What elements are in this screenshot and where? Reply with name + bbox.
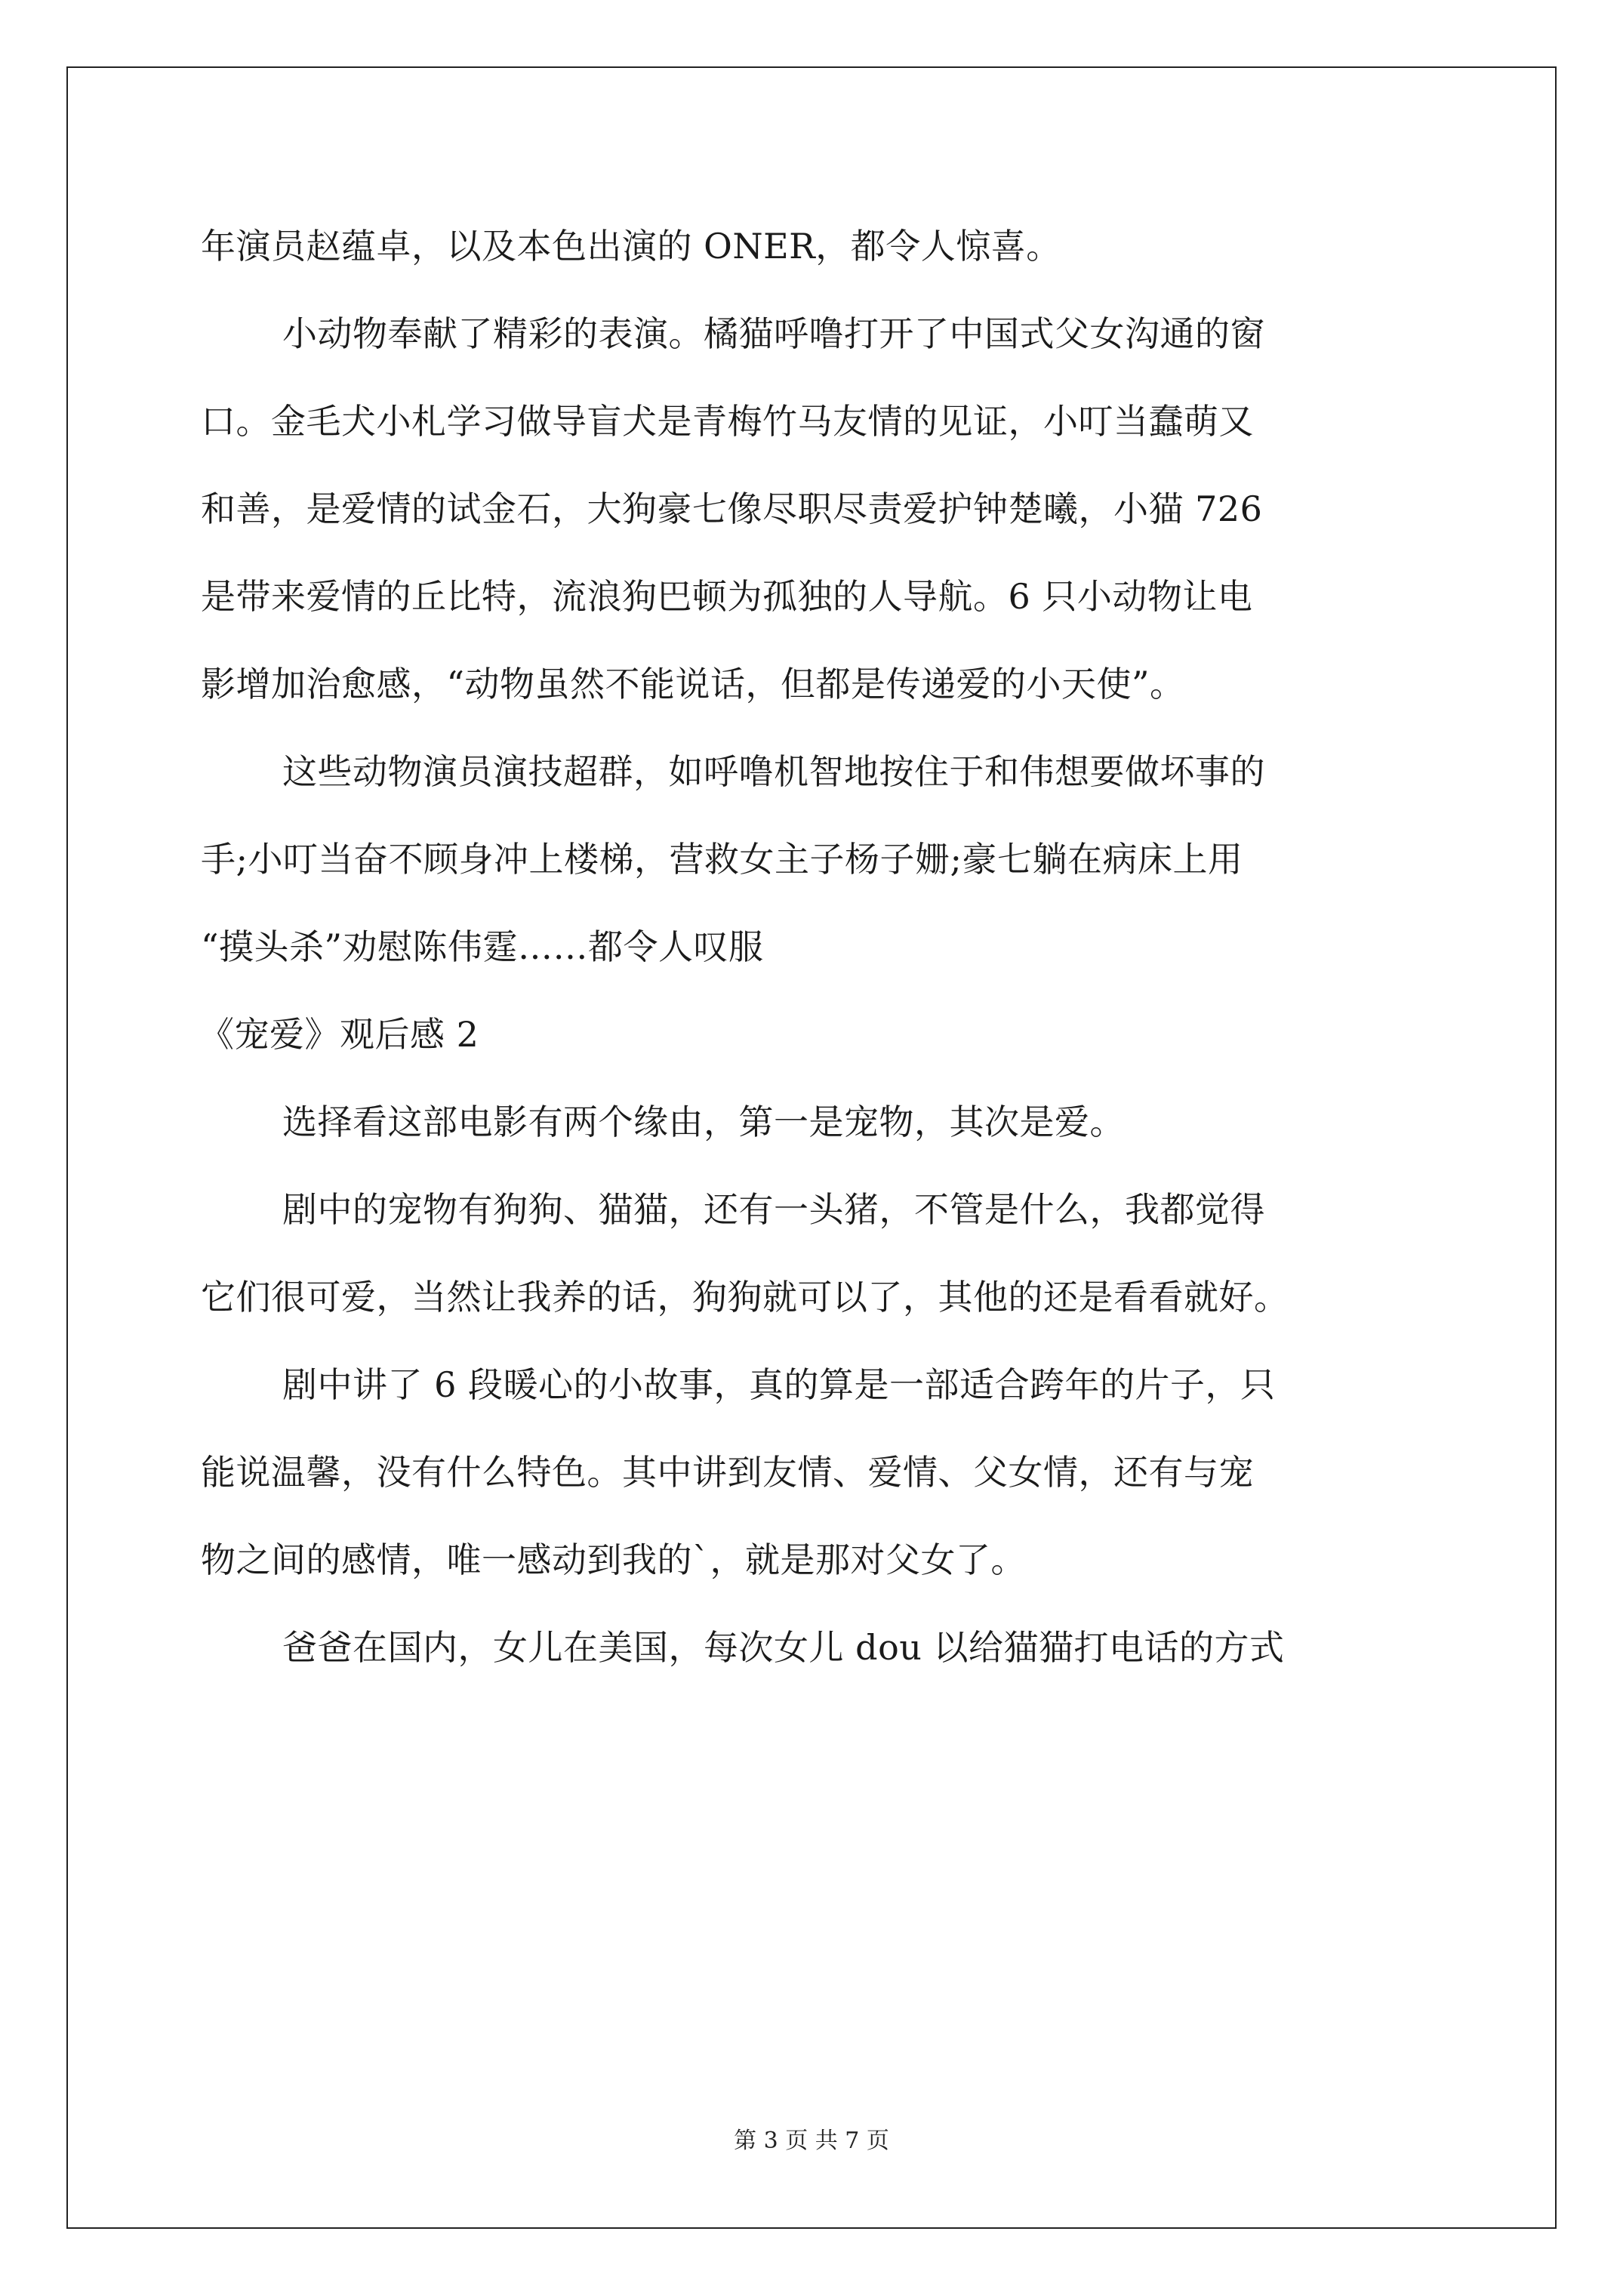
text-line: 影增加治愈感，“动物虽然不能说话，但都是传递爱的小天使”。 xyxy=(201,664,1185,704)
text-line: 口。金毛犬小札学习做导盲犬是青梅竹马友情的见证，小叮当蠢萌又 xyxy=(201,401,1254,442)
paragraph-start: 这些动物演员演技超群，如呼噜机智地按住于和伟想要做坏事的 xyxy=(282,751,1265,792)
text-line: “摸头杀”劝慰陈伟霆……都令人叹服 xyxy=(201,926,764,967)
text-line: 能说温馨，没有什么特色。其中讲到友情、爱情、父女情，还有与宠 xyxy=(201,1452,1254,1493)
paragraph-start: 剧中的宠物有狗狗、猫猫，还有一头猪，不管是什么，我都觉得 xyxy=(282,1189,1265,1230)
section-heading: 《宠爱》观后感 2 xyxy=(199,1014,479,1055)
paragraph-start: 剧中讲了 6 段暖心的小故事，真的算是一部适合跨年的片子，只 xyxy=(282,1364,1276,1405)
paragraph-start: 选择看这部电影有两个缘由，第一是宠物，其次是爱。 xyxy=(282,1102,1125,1142)
text-line: 手;小叮当奋不顾身冲上楼梯，营救女主子杨子姗;豪七躺在病床上用 xyxy=(201,839,1243,880)
text-line: 它们很可爱，当然让我养的话，狗狗就可以了，其他的还是看看就好。 xyxy=(201,1277,1289,1318)
text-line: 年演员赵蕴卓，以及本色出演的 ONER，都令人惊喜。 xyxy=(201,226,1061,267)
paragraph-start: 小动物奉献了精彩的表演。橘猫呼噜打开了中国式父女沟通的窗 xyxy=(282,313,1265,354)
text-line: 是带来爱情的丘比特，流浪狗巴顿为孤独的人导航。6 只小动物让电 xyxy=(201,576,1253,617)
page-number-footer: 第 3 页 共 7 页 xyxy=(734,2128,889,2154)
text-line: 和善，是爱情的试金石，大狗豪七像尽职尽责爱护钟楚曦，小猫 726 xyxy=(201,488,1263,529)
document-body xyxy=(201,216,1439,1705)
paragraph-start: 爸爸在国内，女儿在美国，每次女儿 dou 以给猫猫打电话的方式 xyxy=(282,1627,1285,1668)
text-line: 物之间的感情，唯一感动到我的`，就是那对父女了。 xyxy=(201,1539,1026,1580)
